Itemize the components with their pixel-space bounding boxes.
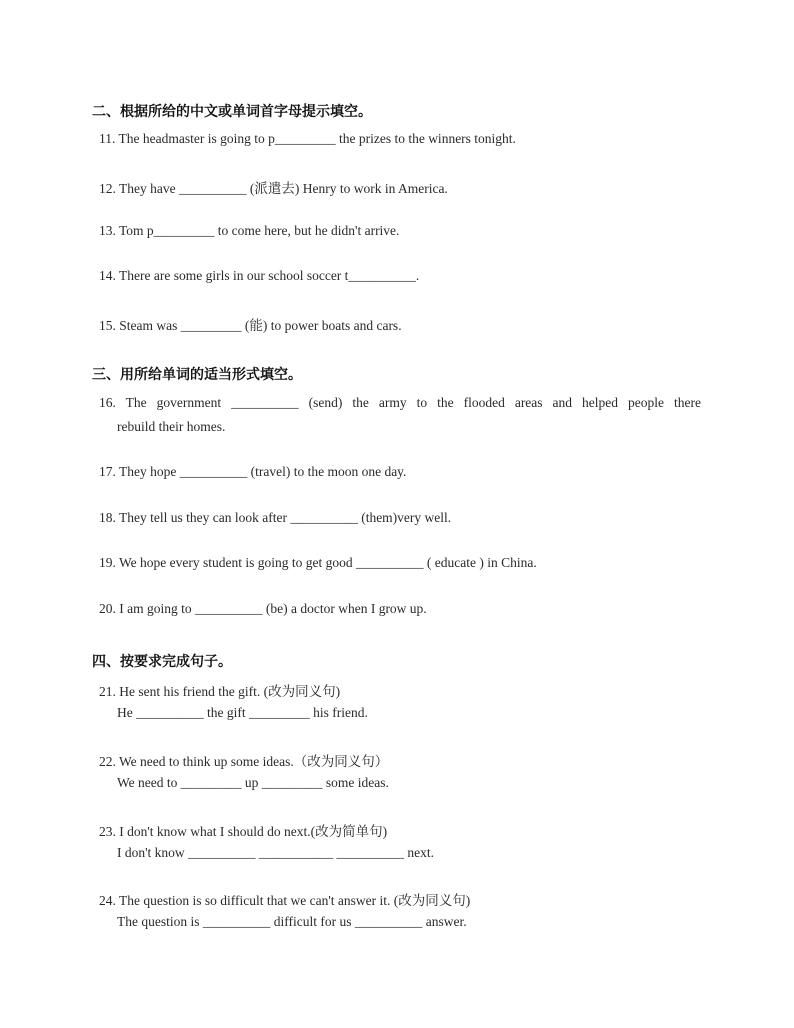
question-13: 13. Tom p_________ to come here, but he didn't arrive. — [99, 223, 400, 238]
question-21: 21. He sent his friend the gift. (改为同义句) — [99, 684, 341, 699]
question-16-continuation: rebuild their homes. — [117, 419, 226, 434]
question-23: 23. I don't know what I should do next.(改为简单句) — [99, 824, 388, 839]
question-21-answer-line: He __________ the gift _________ his friend. — [117, 705, 368, 720]
question-15: 15. Steam was _________ (能) to power boats and cars. — [99, 318, 402, 333]
section-two-heading: 二、根据所给的中文或单词首字母提示填空。 — [92, 104, 372, 120]
section-three-heading: 三、用所给单词的适当形式填空。 — [92, 367, 302, 383]
question-18: 18. They tell us they can look after __________ (them)very well. — [99, 510, 452, 525]
question-19: 19. We hope every student is going to get good __________ ( educate ) in China. — [99, 555, 537, 570]
question-22-answer-line: We need to _________ up _________ some ideas. — [117, 775, 389, 790]
question-12: 12. They have __________ (派遣去) Henry to work in America. — [99, 181, 448, 196]
question-23-answer-line: I don't know __________ ___________ __________ next. — [117, 845, 435, 860]
question-14: 14. There are some girls in our school soccer t__________. — [99, 268, 420, 283]
question-11: 11. The headmaster is going to p_________ the prizes to the winners tonight. — [99, 131, 516, 146]
question-24: 24. The question is so difficult that we can't answer it. (改为同义句) — [99, 893, 471, 908]
question-22: 22. We need to think up some ideas.（改为同义句） — [99, 754, 389, 769]
question-17: 17. They hope __________ (travel) to the moon one day. — [99, 464, 407, 479]
question-24-answer-line: The question is __________ difficult for us __________ answer. — [117, 914, 467, 929]
question-16: 16. The government __________ (send) the army to the flooded areas and helped people there — [99, 395, 701, 410]
section-four-heading: 四、按要求完成句子。 — [92, 654, 232, 670]
question-20: 20. I am going to __________ (be) a doctor when I grow up. — [99, 601, 427, 616]
